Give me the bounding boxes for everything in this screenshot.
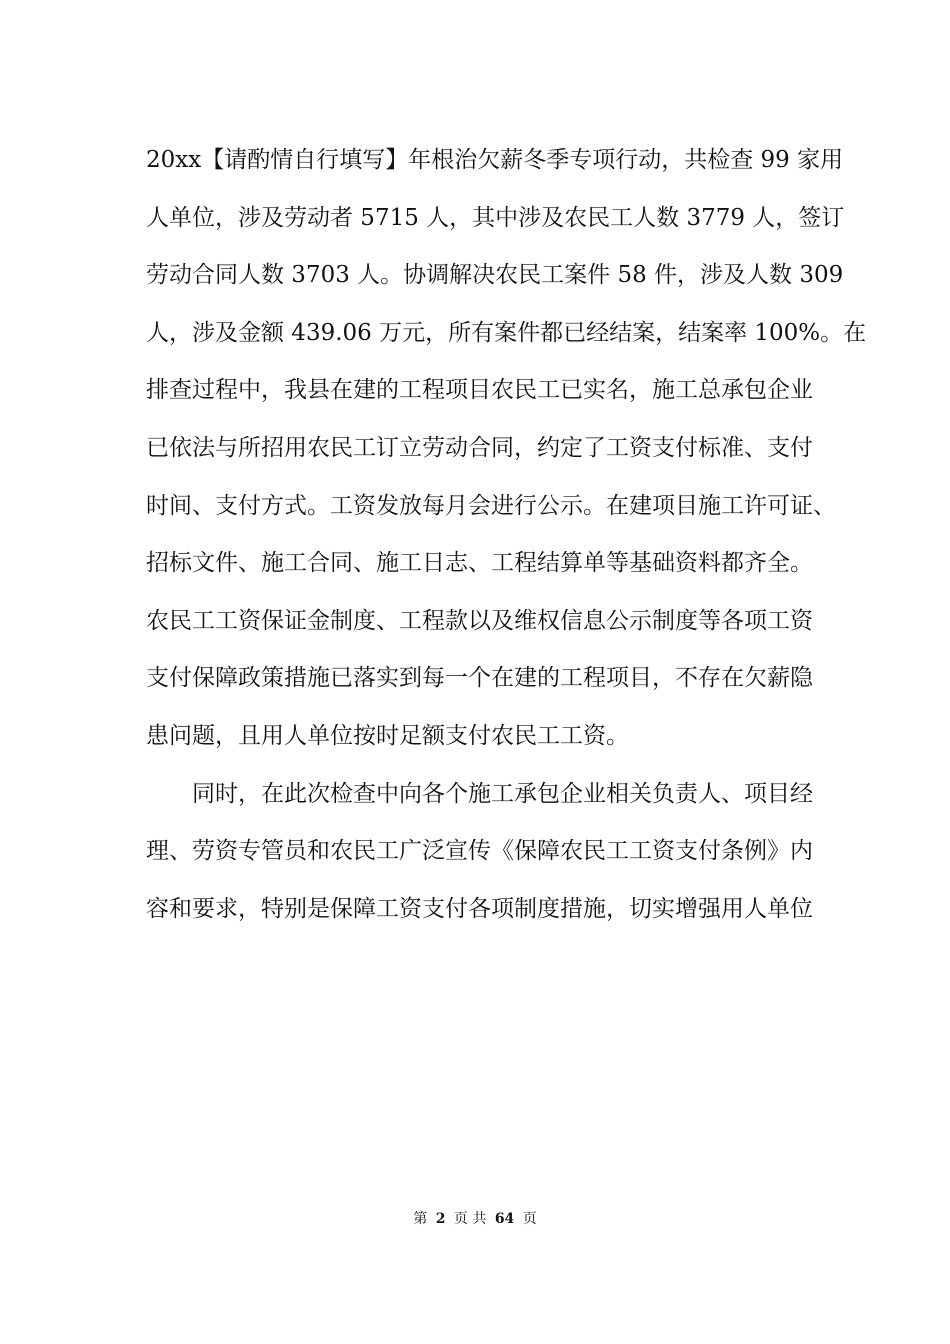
- text-line: 支付保障政策措施已落实到每一个在建的工程项目，不存在欠薪隐: [146, 665, 813, 692]
- text-line: 理、劳资专管员和农民工广泛宣传《保障农民工工资支付条例》内: [146, 838, 813, 865]
- text-line: 人，涉及金额 439.06 万元，所有案件都已经结案，结案率 100%。在: [146, 319, 867, 346]
- current-page-number: 2: [435, 1211, 446, 1227]
- text-line: 人单位，涉及劳动者 5715 人，其中涉及农民工人数 3779 人，签订: [146, 204, 845, 231]
- total-page-count: 64: [494, 1211, 515, 1227]
- document-body: [146, 132, 867, 938]
- paragraph: [146, 132, 867, 766]
- text-line: 容和要求，特别是保障工资支付各项制度措施，切实增强用人单位: [146, 895, 813, 922]
- paragraph: [146, 766, 826, 939]
- text-line: 劳动合同人数 3703 人。协调解决农民工案件 58 件，涉及人数 309: [146, 262, 844, 289]
- text-line: 已依法与所招用农民工订立劳动合同，约定了工资支付标准、支付: [146, 434, 813, 461]
- text-line: 农民工工资保证金制度、工程款以及维权信息公示制度等各项工资: [146, 607, 813, 634]
- text-line: 时间、支付方式。工资发放每月会进行公示。在建项目施工许可证、: [146, 492, 836, 519]
- text-line: 患问题，且用人单位按时足额支付农民工工资。: [146, 722, 629, 749]
- footer-middle: 页 共: [453, 1211, 487, 1227]
- footer-suffix: 页: [522, 1211, 537, 1227]
- text-line: 20xx【请酌情自行填写】年根治欠薪冬季专项行动，共检查 99 家用: [146, 147, 844, 173]
- text-line: 同时，在此次检查中向各个施工承包企业相关负责人、项目经: [192, 780, 813, 807]
- text-line: 排查过程中，我县在建的工程项目农民工已实名，施工总承包企业: [146, 377, 813, 404]
- text-line: 招标文件、施工合同、施工日志、工程结算单等基础资料都齐全。: [146, 550, 813, 577]
- footer-prefix: 第: [413, 1211, 428, 1227]
- page-footer: [0, 1208, 950, 1228]
